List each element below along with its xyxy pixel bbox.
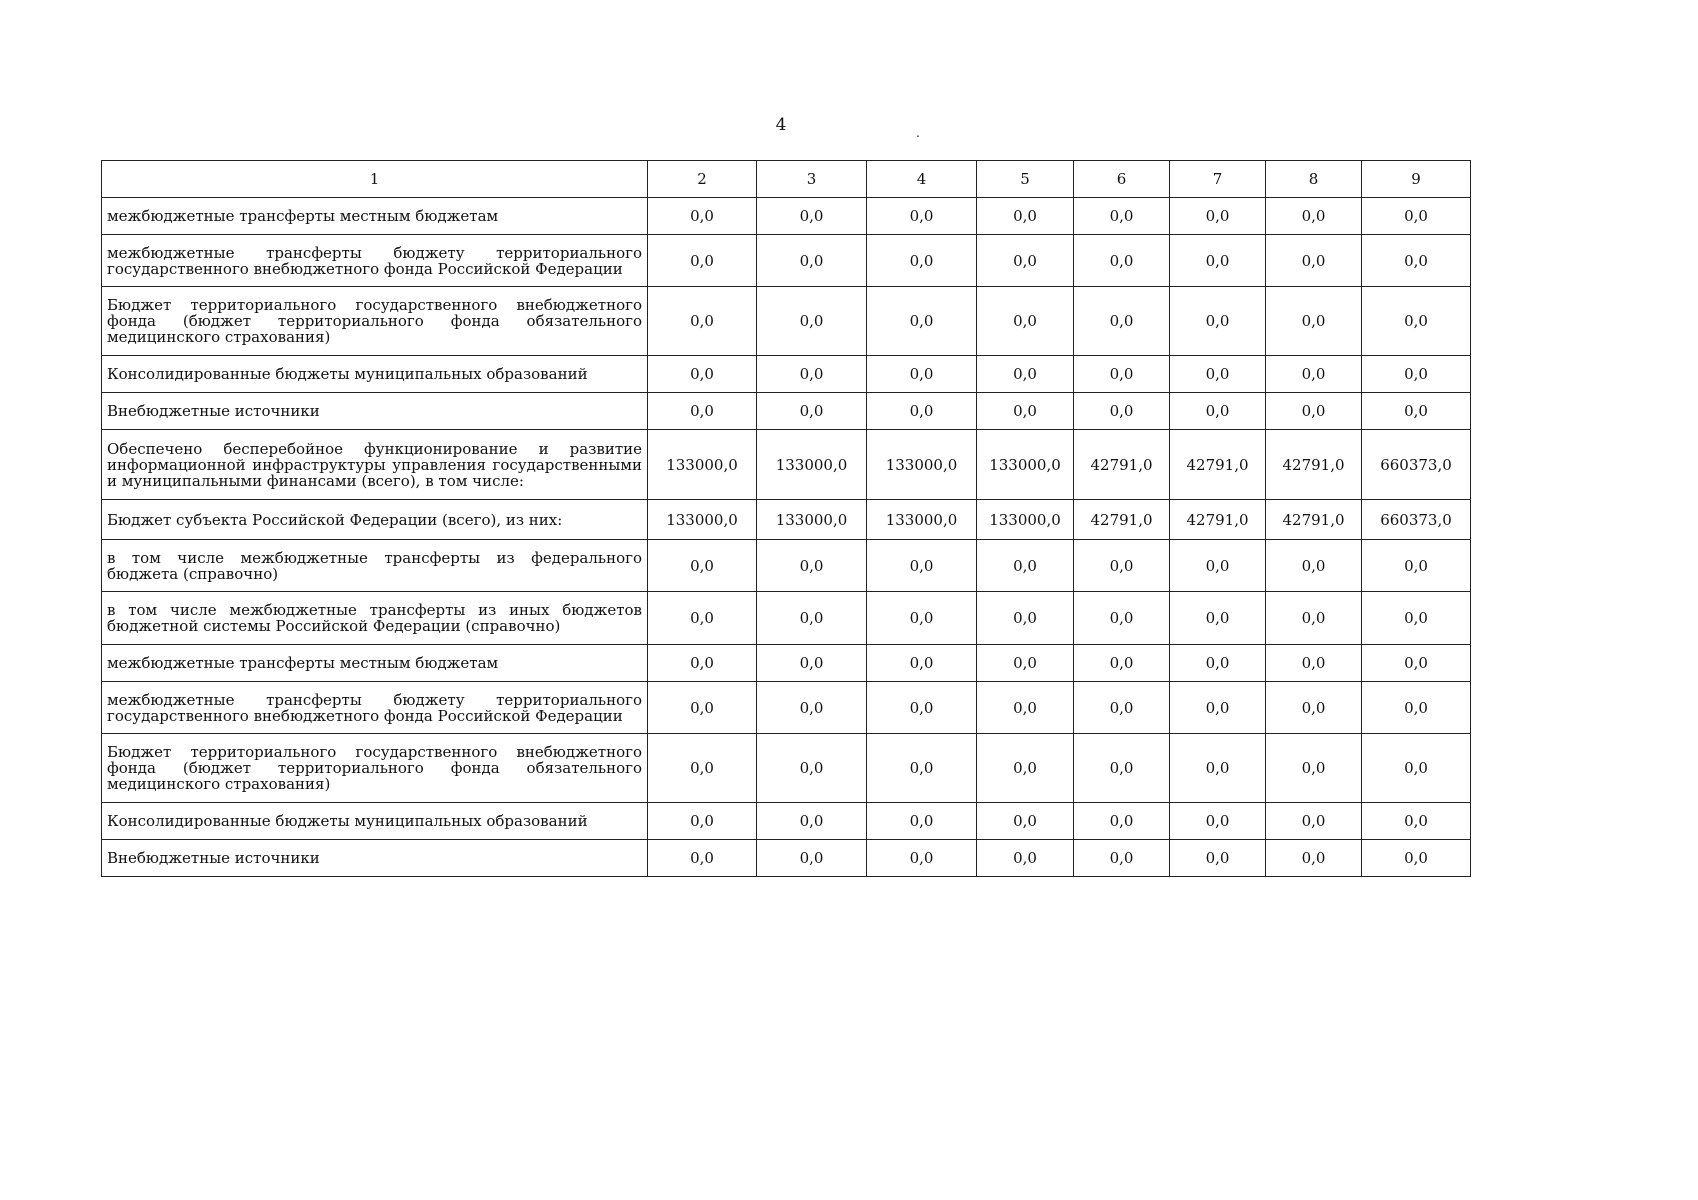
column-header: 6 [1074, 161, 1170, 198]
value-cell: 133000,0 [648, 430, 757, 500]
value-cell: 0,0 [1074, 287, 1170, 356]
value-cell: 0,0 [867, 803, 977, 840]
value-cell: 0,0 [1074, 592, 1170, 645]
value-cell: 0,0 [757, 592, 867, 645]
value-cell: 133000,0 [867, 500, 977, 540]
value-cell: 0,0 [977, 803, 1074, 840]
value-cell: 0,0 [977, 540, 1074, 592]
value-cell: 0,0 [757, 840, 867, 877]
value-cell: 0,0 [1266, 803, 1362, 840]
value-cell: 0,0 [648, 682, 757, 734]
value-cell: 0,0 [757, 682, 867, 734]
value-cell: 133000,0 [757, 500, 867, 540]
value-cell: 0,0 [648, 393, 757, 430]
value-cell: 0,0 [757, 198, 867, 235]
value-cell: 0,0 [648, 287, 757, 356]
value-cell: 0,0 [977, 235, 1074, 287]
page-number: 4 [775, 115, 787, 135]
value-cell: 0,0 [867, 356, 977, 393]
value-cell: 0,0 [1362, 592, 1471, 645]
column-header: 5 [977, 161, 1074, 198]
value-cell: 0,0 [1362, 393, 1471, 430]
value-cell: 0,0 [1362, 803, 1471, 840]
value-cell: 0,0 [757, 734, 867, 803]
value-cell: 0,0 [1362, 235, 1471, 287]
value-cell: 660373,0 [1362, 430, 1471, 500]
value-cell: 0,0 [1170, 198, 1266, 235]
value-cell: 0,0 [977, 645, 1074, 682]
value-cell: 42791,0 [1170, 500, 1266, 540]
value-cell: 0,0 [1266, 356, 1362, 393]
table-row [102, 592, 1471, 645]
value-cell: 0,0 [648, 235, 757, 287]
column-header: 8 [1266, 161, 1362, 198]
value-cell: 0,0 [1362, 356, 1471, 393]
row-label: в том числе межбюджетные трансферты из федерального бюджета (справочно) [102, 540, 648, 592]
value-cell: 0,0 [867, 393, 977, 430]
value-cell: 0,0 [648, 198, 757, 235]
row-label: Консолидированные бюджеты муниципальных образований [102, 803, 648, 840]
value-cell: 0,0 [648, 356, 757, 393]
value-cell: 0,0 [1266, 734, 1362, 803]
value-cell: 42791,0 [1074, 500, 1170, 540]
value-cell: 0,0 [867, 198, 977, 235]
value-cell: 0,0 [1266, 645, 1362, 682]
value-cell: 0,0 [757, 235, 867, 287]
value-cell: 0,0 [1362, 734, 1471, 803]
value-cell: 0,0 [757, 287, 867, 356]
row-label: межбюджетные трансферты местным бюджетам [102, 198, 648, 235]
value-cell: 0,0 [1170, 540, 1266, 592]
value-cell: 0,0 [648, 540, 757, 592]
value-cell: 0,0 [1362, 682, 1471, 734]
row-label: Бюджет территориального государственного внебюджетного фонда (бюджет территориального фонда обязательного медицинского страхования) [102, 287, 648, 356]
value-cell: 0,0 [648, 645, 757, 682]
row-label: межбюджетные трансферты бюджету территориального государственного внебюджетного фонда Российской Федерации [102, 682, 648, 734]
table-row [102, 198, 1471, 235]
row-label: межбюджетные трансферты местным бюджетам [102, 645, 648, 682]
value-cell: 660373,0 [1362, 500, 1471, 540]
value-cell: 0,0 [1074, 540, 1170, 592]
row-label: Бюджет территориального государственного внебюджетного фонда (бюджет территориального фонда обязательного медицинского страхования) [102, 734, 648, 803]
value-cell: 0,0 [1362, 540, 1471, 592]
row-label: Консолидированные бюджеты муниципальных образований [102, 356, 648, 393]
value-cell: 0,0 [1074, 803, 1170, 840]
column-header: 2 [648, 161, 757, 198]
row-label: Внебюджетные источники [102, 840, 648, 877]
value-cell: 0,0 [977, 287, 1074, 356]
table-row [102, 393, 1471, 430]
table-row [102, 682, 1471, 734]
value-cell: 0,0 [1266, 840, 1362, 877]
value-cell: 42791,0 [1074, 430, 1170, 500]
column-header: 4 [867, 161, 977, 198]
value-cell: 0,0 [1362, 198, 1471, 235]
value-cell: 0,0 [1074, 645, 1170, 682]
row-label: Внебюджетные источники [102, 393, 648, 430]
table-row [102, 235, 1471, 287]
value-cell: 0,0 [1266, 393, 1362, 430]
value-cell: 0,0 [867, 592, 977, 645]
value-cell: 0,0 [867, 734, 977, 803]
value-cell: 0,0 [977, 734, 1074, 803]
value-cell: 0,0 [757, 356, 867, 393]
value-cell: 0,0 [867, 287, 977, 356]
value-cell: 0,0 [1362, 287, 1471, 356]
value-cell: 0,0 [1170, 592, 1266, 645]
value-cell: 0,0 [1266, 287, 1362, 356]
value-cell: 0,0 [867, 645, 977, 682]
table-row [102, 734, 1471, 803]
value-cell: 0,0 [1170, 393, 1266, 430]
value-cell: 0,0 [1266, 682, 1362, 734]
column-header: 3 [757, 161, 867, 198]
value-cell: 0,0 [1266, 540, 1362, 592]
value-cell: 133000,0 [977, 430, 1074, 500]
budget-table [101, 160, 1471, 877]
row-label: Бюджет субъекта Российской Федерации (всего), из них: [102, 500, 648, 540]
value-cell: 0,0 [1074, 840, 1170, 877]
value-cell: 0,0 [1170, 645, 1266, 682]
row-label: в том числе межбюджетные трансферты из иных бюджетов бюджетной системы Российской Федерации (справочно) [102, 592, 648, 645]
value-cell: 0,0 [1170, 356, 1266, 393]
table-row [102, 356, 1471, 393]
row-label: Обеспечено бесперебойное функционирование и развитие информационной инфраструктуры управления государственными и муниципальными финансами (всего), в том числе: [102, 430, 648, 500]
value-cell: 0,0 [1170, 235, 1266, 287]
value-cell: 0,0 [757, 540, 867, 592]
value-cell: 42791,0 [1266, 430, 1362, 500]
column-header: 7 [1170, 161, 1266, 198]
row-label: межбюджетные трансферты бюджету территориального государственного внебюджетного фонда Российской Федерации [102, 235, 648, 287]
value-cell: 0,0 [757, 393, 867, 430]
table-header-row [102, 161, 1471, 198]
value-cell: 0,0 [1170, 682, 1266, 734]
value-cell: 0,0 [1074, 734, 1170, 803]
table-row [102, 430, 1471, 500]
value-cell: 0,0 [1074, 682, 1170, 734]
value-cell: 0,0 [867, 682, 977, 734]
value-cell: 0,0 [757, 645, 867, 682]
scan-mark: . [916, 126, 920, 140]
value-cell: 0,0 [977, 198, 1074, 235]
value-cell: 0,0 [977, 840, 1074, 877]
table-row [102, 540, 1471, 592]
value-cell: 133000,0 [757, 430, 867, 500]
value-cell: 0,0 [1074, 198, 1170, 235]
value-cell: 133000,0 [648, 500, 757, 540]
value-cell: 0,0 [648, 840, 757, 877]
value-cell: 0,0 [977, 393, 1074, 430]
value-cell: 42791,0 [1170, 430, 1266, 500]
value-cell: 0,0 [1074, 235, 1170, 287]
value-cell: 0,0 [1170, 803, 1266, 840]
value-cell: 0,0 [1170, 287, 1266, 356]
value-cell: 0,0 [977, 682, 1074, 734]
value-cell: 0,0 [648, 734, 757, 803]
table-row [102, 287, 1471, 356]
value-cell: 0,0 [1266, 592, 1362, 645]
value-cell: 42791,0 [1266, 500, 1362, 540]
value-cell: 133000,0 [867, 430, 977, 500]
value-cell: 0,0 [1170, 840, 1266, 877]
value-cell: 0,0 [977, 356, 1074, 393]
column-header: 1 [102, 161, 648, 198]
value-cell: 0,0 [1266, 235, 1362, 287]
value-cell: 0,0 [648, 803, 757, 840]
value-cell: 0,0 [867, 840, 977, 877]
table-row [102, 840, 1471, 877]
value-cell: 0,0 [1074, 356, 1170, 393]
value-cell: 0,0 [648, 592, 757, 645]
value-cell: 0,0 [1362, 645, 1471, 682]
table-row [102, 500, 1471, 540]
value-cell: 0,0 [867, 235, 977, 287]
value-cell: 0,0 [1266, 198, 1362, 235]
column-header: 9 [1362, 161, 1471, 198]
value-cell: 0,0 [1074, 393, 1170, 430]
value-cell: 0,0 [757, 803, 867, 840]
table-row [102, 645, 1471, 682]
table-row [102, 803, 1471, 840]
value-cell: 0,0 [1362, 840, 1471, 877]
value-cell: 0,0 [867, 540, 977, 592]
value-cell: 0,0 [1170, 734, 1266, 803]
value-cell: 133000,0 [977, 500, 1074, 540]
value-cell: 0,0 [977, 592, 1074, 645]
table-body [102, 198, 1471, 877]
